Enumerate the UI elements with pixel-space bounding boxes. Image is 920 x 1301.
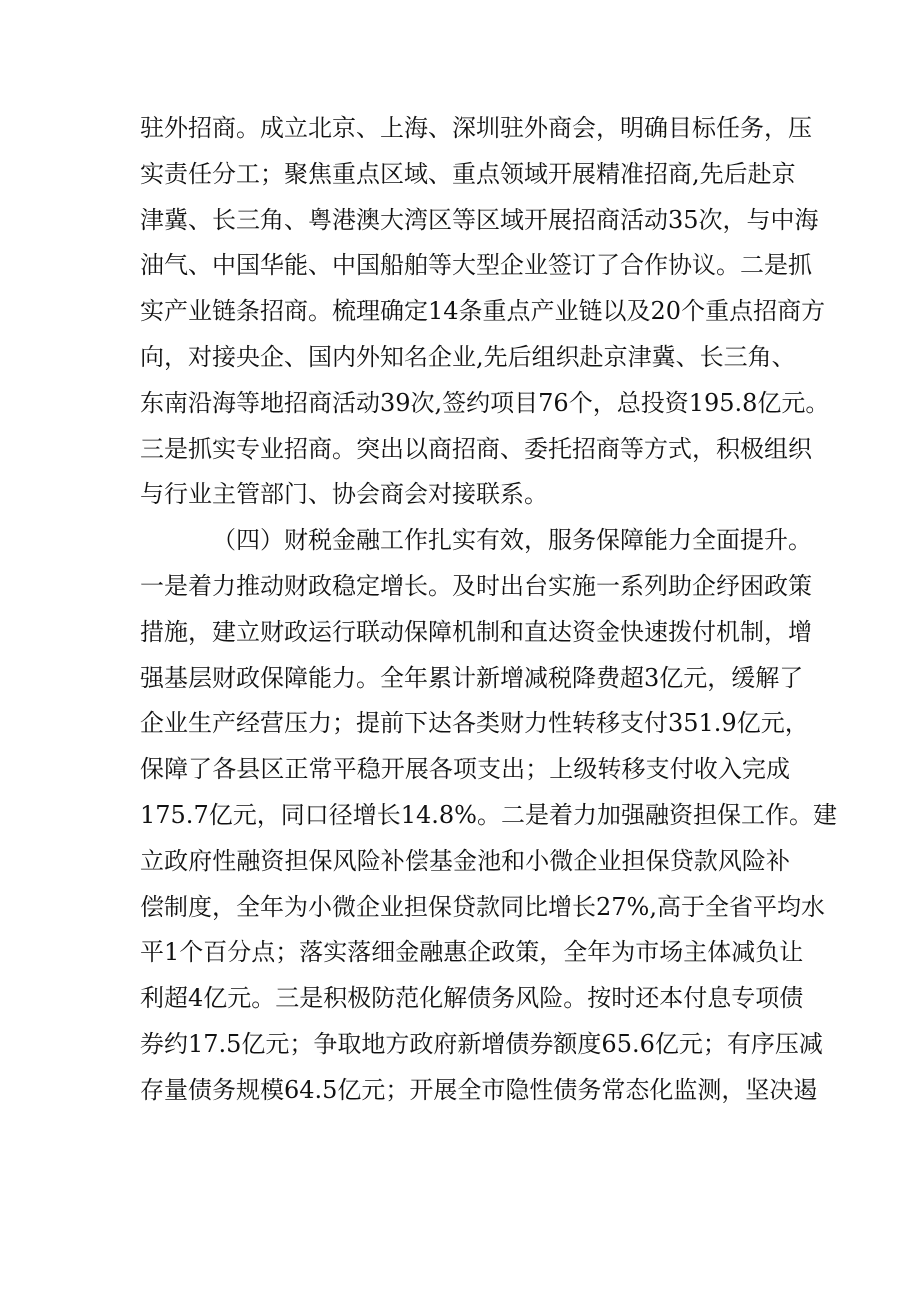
text-line: 175.7亿元，同口径增长14.8%。二是着力加强融资担保工作。建 bbox=[140, 800, 837, 829]
text-line: 驻外招商。成立北京、上海、深圳驻外商会，明确目标任务，压 bbox=[140, 114, 812, 142]
text-line: 措施，建立财政运行联动保障机制和直达资金快速拨付机制，增 bbox=[140, 617, 812, 646]
text-line: 立政府性融资担保风险补偿基金池和小微企业担保贷款风险补 bbox=[140, 846, 790, 875]
text-line: 平1个百分点；落实落细金融惠企政策，全年为市场主体减负让 bbox=[140, 938, 804, 967]
section-heading: （四）财税金融工作扎实有效，服务保障能力全面提升。 bbox=[212, 526, 812, 555]
text-line: 一是着力推动财政稳定增长。及时出台实施一系列助企纾困政策 bbox=[140, 571, 812, 600]
text-line: 利超4亿元。三是积极防范化解债务风险。按时还本付息专项债 bbox=[140, 984, 804, 1013]
text-line: 企业生产经营压力；提前下达各类财力性转移支付351.9亿元， bbox=[140, 709, 809, 738]
text-line: 存量债务规模64.5亿元；开展全市隐性债务常态化监测，坚决遏 bbox=[140, 1075, 818, 1104]
text-line: 油气、中国华能、中国船舶等大型企业签订了合作协议。二是抓 bbox=[140, 251, 812, 280]
body-text bbox=[140, 106, 837, 1114]
text-line: 三是抓实专业招商。突出以商招商、委托招商等方式，积极组织 bbox=[140, 434, 812, 463]
text-line: 券约17.5亿元；争取地方政府新增债券额度65.6亿元；有序压减 bbox=[140, 1029, 823, 1058]
text-line: 偿制度，全年为小微企业担保贷款同比增长27%,高于全省平均水 bbox=[140, 892, 825, 921]
text-line: 津冀、长三角、粤港澳大湾区等区域开展招商活动35次，与中海 bbox=[140, 205, 819, 234]
text-line: 向，对接央企、国内外知名企业,先后组织赴京津冀、长三角、 bbox=[140, 342, 796, 371]
text-line: 实责任分工；聚焦重点区域、重点领域开展精准招商,先后赴京 bbox=[140, 159, 796, 188]
text-line: 实产业链条招商。梳理确定14条重点产业链以及20个重点招商方 bbox=[140, 297, 826, 326]
text-line: 保障了各县区正常平稳开展各项支出；上级转移支付收入完成 bbox=[140, 755, 790, 784]
text-line: 与行业主管部门、协会商会对接联系。 bbox=[140, 480, 548, 509]
text-line: 强基层财政保障能力。全年累计新增减税降费超3亿元，缓解了 bbox=[140, 663, 804, 692]
text-line: 东南沿海等地招商活动39次,签约项目76个，总投资195.8亿元。 bbox=[140, 388, 830, 417]
